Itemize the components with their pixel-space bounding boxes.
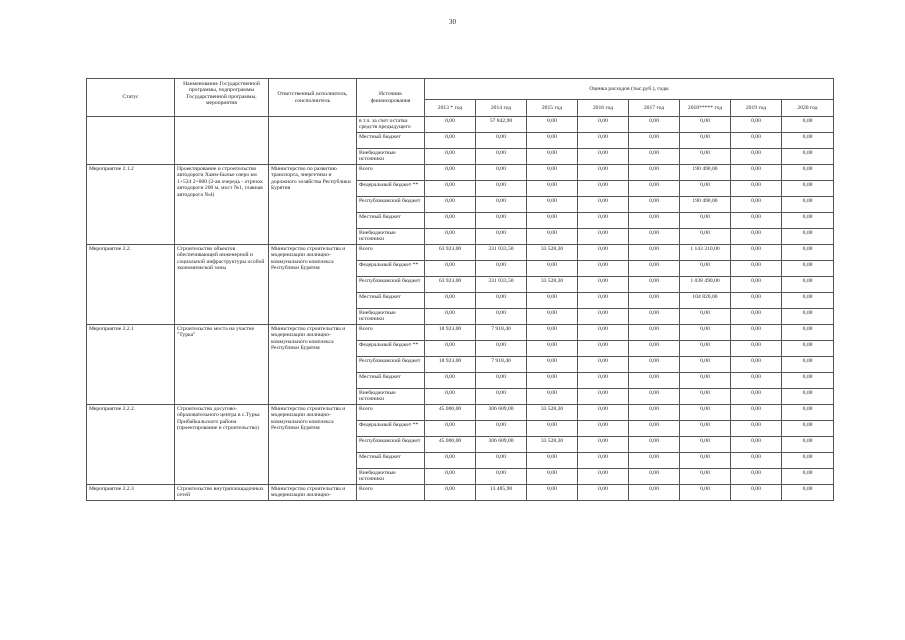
row-value: 0,00 <box>680 117 731 133</box>
row-value: 0,00 <box>425 181 476 197</box>
row-value: 0,00 <box>629 453 680 469</box>
row-value: 0,00 <box>476 389 527 405</box>
row-value: 0,00 <box>782 421 834 437</box>
row-value: 0,00 <box>527 485 578 501</box>
row-value: 57 842,90 <box>476 117 527 133</box>
row-value: 0,00 <box>629 293 680 309</box>
row-value: 1 038 490,00 <box>680 277 731 293</box>
row-source: Всего <box>357 405 425 421</box>
row-value: 0,00 <box>578 165 629 181</box>
header-year: 2020 год <box>782 100 834 117</box>
row-value: 0,00 <box>425 165 476 181</box>
row-value: 0,00 <box>527 453 578 469</box>
row-name: Строительство внутриплощадочных сетей <box>175 485 269 501</box>
row-value: 0,00 <box>782 181 834 197</box>
row-value: 0,00 <box>782 277 834 293</box>
table-row <box>87 405 834 421</box>
table-row <box>87 325 834 341</box>
row-value: 0,00 <box>782 245 834 261</box>
row-value: 0,00 <box>425 213 476 229</box>
row-value: 0,00 <box>578 229 629 245</box>
row-value: 0,00 <box>476 213 527 229</box>
row-value: 0,00 <box>782 325 834 341</box>
row-value: 190 490,00 <box>680 197 731 213</box>
row-value: 0,00 <box>629 181 680 197</box>
row-status <box>87 117 175 165</box>
row-value: 0,00 <box>731 325 782 341</box>
row-value: 0,00 <box>527 117 578 133</box>
row-value: 0,00 <box>782 197 834 213</box>
row-value: 0,00 <box>680 389 731 405</box>
row-value: 45 000,00 <box>425 437 476 453</box>
row-source: Местный бюджет <box>357 373 425 389</box>
row-value: 0,00 <box>731 133 782 149</box>
row-value: 0,00 <box>578 389 629 405</box>
row-value: 0,00 <box>629 213 680 229</box>
row-value: 0,00 <box>680 229 731 245</box>
row-name: Строительство досугово-образовательного центра в с.Турка Прибайкальского района (проектирование и строительство) <box>175 405 269 485</box>
row-value: 63 923,00 <box>425 245 476 261</box>
row-value: 0,00 <box>629 309 680 325</box>
row-value: 0,00 <box>425 341 476 357</box>
row-value: 0,00 <box>476 341 527 357</box>
row-value: 0,00 <box>680 405 731 421</box>
row-value: 0,00 <box>731 341 782 357</box>
row-value: 190 490,00 <box>680 165 731 181</box>
row-value: 0,00 <box>782 389 834 405</box>
row-value: 0,00 <box>578 277 629 293</box>
row-value: 0,00 <box>527 469 578 485</box>
row-executor: Министерство строительства и модернизации жилищно-коммунального комплекса Республики Бурятия <box>269 325 357 405</box>
row-value: 0,00 <box>578 405 629 421</box>
row-value: 0,00 <box>629 117 680 133</box>
row-value: 0,00 <box>578 325 629 341</box>
row-value: 0,00 <box>476 229 527 245</box>
row-value: 0,00 <box>425 389 476 405</box>
table-row <box>87 245 834 261</box>
row-value: 0,00 <box>425 133 476 149</box>
row-value: 0,00 <box>578 133 629 149</box>
budget-table <box>86 78 834 501</box>
row-value: 0,00 <box>425 469 476 485</box>
row-value: 0,00 <box>527 421 578 437</box>
row-executor: Министерство строительства и модернизации жилищно- <box>269 485 357 501</box>
row-value: 0,00 <box>782 117 834 133</box>
row-source: Местный бюджет <box>357 213 425 229</box>
row-value: 0,00 <box>731 405 782 421</box>
row-value: 0,00 <box>578 149 629 165</box>
row-value: 0,00 <box>782 469 834 485</box>
row-value: 33 528,30 <box>527 405 578 421</box>
row-source: в т.ч. за счет остатка средств предыдущего <box>357 117 425 133</box>
row-value: 0,00 <box>629 405 680 421</box>
row-value: 0,00 <box>425 229 476 245</box>
row-value: 0,00 <box>578 293 629 309</box>
row-value: 0,00 <box>680 373 731 389</box>
row-value: 0,00 <box>782 309 834 325</box>
row-value: 0,00 <box>425 261 476 277</box>
row-value: 0,00 <box>629 389 680 405</box>
row-value: 0,00 <box>731 437 782 453</box>
row-value: 0,00 <box>476 197 527 213</box>
row-value: 0,00 <box>578 245 629 261</box>
row-value: 0,00 <box>782 261 834 277</box>
row-value: 0,00 <box>629 165 680 181</box>
row-value: 0,00 <box>629 437 680 453</box>
row-value: 0,00 <box>578 421 629 437</box>
row-value: 0,00 <box>782 165 834 181</box>
row-value: 0,00 <box>680 181 731 197</box>
row-value: 0,00 <box>629 357 680 373</box>
row-value: 0,00 <box>629 341 680 357</box>
row-value: 0,00 <box>527 261 578 277</box>
row-value: 0,00 <box>578 469 629 485</box>
row-value: 0,00 <box>578 453 629 469</box>
header-year: 2015 год <box>527 100 578 117</box>
row-name: Проектирование и строительство автодороги Хаим-Бычье озеро км 1+534 2+800 (2-ая очередь - отрезок автодороги 200 м, мост №1, главная автодорога №4) <box>175 165 269 245</box>
row-value: 0,00 <box>425 149 476 165</box>
row-value: 0,00 <box>578 261 629 277</box>
row-value: 331 033,50 <box>476 245 527 261</box>
row-value: 306 609,00 <box>476 437 527 453</box>
row-value: 0,00 <box>527 309 578 325</box>
row-value: 0,00 <box>476 181 527 197</box>
row-value: 0,00 <box>782 453 834 469</box>
row-value: 0,00 <box>578 117 629 133</box>
row-value: 0,00 <box>476 133 527 149</box>
header-year: 2018***** год <box>680 100 731 117</box>
row-value: 0,00 <box>629 373 680 389</box>
row-value: 0,00 <box>578 437 629 453</box>
row-value: 0,00 <box>527 341 578 357</box>
row-value: 0,00 <box>731 181 782 197</box>
row-value: 0,00 <box>731 245 782 261</box>
row-value: 0,00 <box>578 485 629 501</box>
row-value: 0,00 <box>731 197 782 213</box>
row-value: 0,00 <box>731 277 782 293</box>
row-source: Внебюджетные источники <box>357 309 425 325</box>
row-value: 306 609,00 <box>476 405 527 421</box>
row-value: 0,00 <box>578 373 629 389</box>
row-value: 0,00 <box>578 197 629 213</box>
row-source: Всего <box>357 325 425 341</box>
row-value: 0,00 <box>680 309 731 325</box>
row-value: 0,00 <box>476 373 527 389</box>
row-value: 0,00 <box>782 293 834 309</box>
row-value: 0,00 <box>425 293 476 309</box>
page-number: 30 <box>449 18 456 26</box>
row-value: 0,00 <box>680 453 731 469</box>
row-value: 0,00 <box>527 133 578 149</box>
row-value: 0,00 <box>782 437 834 453</box>
header-executor: Ответственный исполнитель, соисполнитель <box>269 79 357 117</box>
row-value: 0,00 <box>527 165 578 181</box>
header-status: Статус <box>87 79 175 117</box>
row-value: 0,00 <box>731 229 782 245</box>
row-value: 0,00 <box>425 453 476 469</box>
row-value: 0,00 <box>731 357 782 373</box>
row-source: Местный бюджет <box>357 453 425 469</box>
row-value: 0,00 <box>527 389 578 405</box>
row-executor <box>269 117 357 165</box>
row-value: 0,00 <box>680 261 731 277</box>
row-source: Республиканский бюджет <box>357 277 425 293</box>
row-value: 0,00 <box>629 469 680 485</box>
row-executor: Министерство строительства и модернизации жилищно-коммунального комплекса Республики Бурятия <box>269 245 357 325</box>
row-source: Внебюджетные источники <box>357 389 425 405</box>
header-year: 2013 * год <box>425 100 476 117</box>
row-value: 0,00 <box>425 117 476 133</box>
row-value: 0,00 <box>680 133 731 149</box>
row-source: Федеральный бюджет ** <box>357 181 425 197</box>
row-value: 0,00 <box>782 357 834 373</box>
row-value: 0,00 <box>527 181 578 197</box>
row-value: 0,00 <box>731 261 782 277</box>
row-value: 0,00 <box>527 373 578 389</box>
row-value: 0,00 <box>527 357 578 373</box>
row-source: Федеральный бюджет ** <box>357 341 425 357</box>
row-value: 0,00 <box>680 437 731 453</box>
row-value: 0,00 <box>731 213 782 229</box>
row-source: Республиканский бюджет <box>357 357 425 373</box>
table-row <box>87 165 834 181</box>
row-value: 104 820,00 <box>680 293 731 309</box>
row-status: Мероприятие 2.2.2. <box>87 405 175 485</box>
row-value: 33 528,30 <box>527 277 578 293</box>
row-value: 0,00 <box>629 485 680 501</box>
row-value: 0,00 <box>425 197 476 213</box>
header-year: 2014 год <box>476 100 527 117</box>
row-value: 45 000,00 <box>425 405 476 421</box>
row-value: 0,00 <box>680 325 731 341</box>
row-value: 0,00 <box>782 405 834 421</box>
row-source: Внебюджетные источники <box>357 469 425 485</box>
row-value: 0,00 <box>629 261 680 277</box>
header-program <box>175 79 269 117</box>
row-value: 0,00 <box>782 485 834 501</box>
header-estimate: Оценка расходов (тыс.руб.), годы <box>425 79 834 100</box>
row-executor: Министерство по развитию транспорта, энергетики и дорожного хозяйства Республики Бурятия <box>269 165 357 245</box>
row-value: 7 918,40 <box>476 357 527 373</box>
row-value: 0,00 <box>476 309 527 325</box>
row-source: Внебюджетные источники <box>357 149 425 165</box>
row-value: 0,00 <box>629 277 680 293</box>
row-value: 18 923,00 <box>425 357 476 373</box>
row-value: 0,00 <box>476 293 527 309</box>
row-source: Местный бюджет <box>357 133 425 149</box>
budget-body <box>87 117 834 501</box>
row-value: 0,00 <box>476 469 527 485</box>
row-name <box>175 117 269 165</box>
row-value: 63 923,00 <box>425 277 476 293</box>
row-status: Мероприятие 2.2.3 <box>87 485 175 501</box>
row-value: 18 923,00 <box>425 325 476 341</box>
row-value: 0,00 <box>731 421 782 437</box>
row-value: 0,00 <box>527 213 578 229</box>
row-value: 0,00 <box>782 133 834 149</box>
row-value: 0,00 <box>680 213 731 229</box>
row-value: 0,00 <box>476 165 527 181</box>
row-value: 0,00 <box>629 245 680 261</box>
row-value: 0,00 <box>680 469 731 485</box>
row-value: 0,00 <box>731 293 782 309</box>
row-status: Мероприятие 2.2.1 <box>87 325 175 405</box>
row-value: 0,00 <box>731 149 782 165</box>
row-source: Всего <box>357 485 425 501</box>
row-value: 0,00 <box>629 149 680 165</box>
row-value: 0,00 <box>578 181 629 197</box>
row-value: 0,00 <box>425 485 476 501</box>
row-value: 0,00 <box>425 373 476 389</box>
row-value: 0,00 <box>680 357 731 373</box>
row-value: 0,00 <box>476 421 527 437</box>
row-value: 0,00 <box>527 149 578 165</box>
row-value: 0,00 <box>731 373 782 389</box>
row-value: 0,00 <box>527 197 578 213</box>
header-year: 2017 год <box>629 100 680 117</box>
row-value: 0,00 <box>782 229 834 245</box>
row-source: Республиканский бюджет <box>357 197 425 213</box>
row-value: 0,00 <box>680 341 731 357</box>
row-value: 0,00 <box>731 469 782 485</box>
row-value: 0,00 <box>629 229 680 245</box>
header-year: 2016 год <box>578 100 629 117</box>
row-name: Строительство объектов обеспечивающей инженерной и социальной инфраструктуры особой экономической зоны <box>175 245 269 325</box>
row-value: 33 528,30 <box>527 437 578 453</box>
table-row <box>87 485 834 501</box>
header-program-text: Наименование Государственной программы, подпрограммы Государственной программы, мероприятия <box>183 81 260 107</box>
row-value: 0,00 <box>731 453 782 469</box>
row-value: 1 143 310,00 <box>680 245 731 261</box>
row-executor: Министерство строительства и модернизации жилищно-коммунального комплекса Республики Бурятия <box>269 405 357 485</box>
row-value: 0,00 <box>476 149 527 165</box>
row-value: 0,00 <box>731 389 782 405</box>
row-value: 0,00 <box>629 133 680 149</box>
row-source: Федеральный бюджет ** <box>357 421 425 437</box>
row-value: 0,00 <box>476 453 527 469</box>
row-value: 7 918,40 <box>476 325 527 341</box>
row-source: Республиканский бюджет <box>357 437 425 453</box>
row-value: 0,00 <box>731 485 782 501</box>
row-value: 0,00 <box>782 149 834 165</box>
row-status: Мероприятие 2.1.2 <box>87 165 175 245</box>
row-value: 0,00 <box>629 197 680 213</box>
row-source: Местный бюджет <box>357 293 425 309</box>
row-value: 0,00 <box>476 261 527 277</box>
row-value: 0,00 <box>629 421 680 437</box>
table-row <box>87 117 834 133</box>
row-value: 0,00 <box>578 357 629 373</box>
header-source: Источник финансирования <box>357 79 425 117</box>
row-value: 0,00 <box>680 149 731 165</box>
row-value: 0,00 <box>527 229 578 245</box>
row-value: 0,00 <box>629 325 680 341</box>
row-value: 0,00 <box>578 213 629 229</box>
row-source: Внебюджетные источники <box>357 229 425 245</box>
row-value: 0,00 <box>527 325 578 341</box>
row-status: Мероприятие 2.2. <box>87 245 175 325</box>
row-value: 0,00 <box>731 165 782 181</box>
row-value: 0,00 <box>782 213 834 229</box>
row-value: 0,00 <box>425 309 476 325</box>
row-value: 0,00 <box>578 309 629 325</box>
header-year: 2019 год <box>731 100 782 117</box>
row-value: 33 528,30 <box>527 245 578 261</box>
row-value: 13 485,90 <box>476 485 527 501</box>
row-name: Строительство моста на участке "Турка" <box>175 325 269 405</box>
row-value: 0,00 <box>731 309 782 325</box>
row-source: Федеральный бюджет ** <box>357 261 425 277</box>
row-source: Всего <box>357 165 425 181</box>
row-value: 0,00 <box>680 421 731 437</box>
row-value: 0,00 <box>782 373 834 389</box>
row-source: Всего <box>357 245 425 261</box>
row-value: 0,00 <box>782 341 834 357</box>
row-value: 0,00 <box>731 117 782 133</box>
row-value: 331 033,50 <box>476 277 527 293</box>
row-value: 0,00 <box>680 485 731 501</box>
row-value: 0,00 <box>578 341 629 357</box>
row-value: 0,00 <box>425 421 476 437</box>
row-value: 0,00 <box>527 293 578 309</box>
